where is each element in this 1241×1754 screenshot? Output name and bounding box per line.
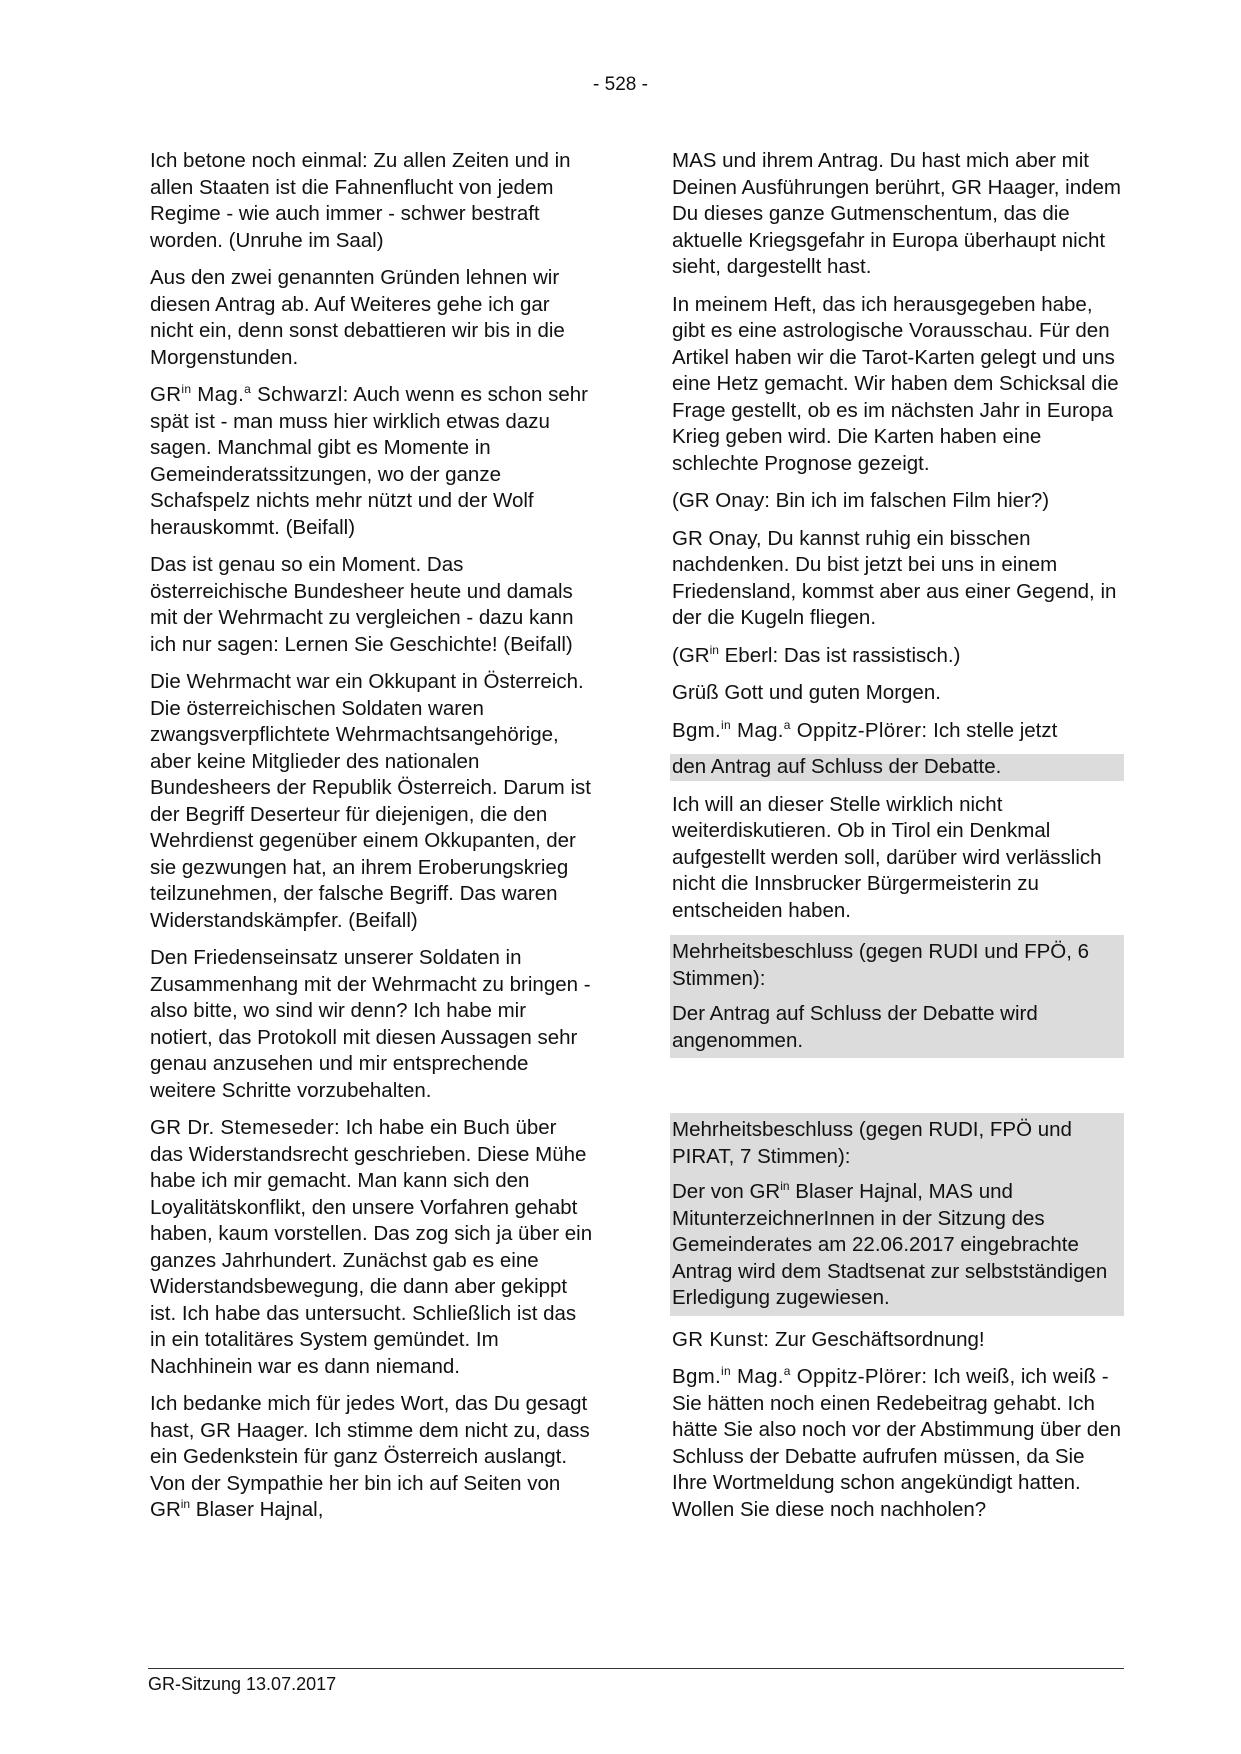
speaker-name: GR Kunst: bbox=[672, 1327, 770, 1351]
paragraph-speech: GR Dr. Stemeseder: Ich habe ein Buch über das Widerstandsrecht geschrieben. Diese Mühe habe ich mir gemacht. Man kann sich den Loyalitätskonflikt, den unsere Vorfahren gehabt haben, kaum vorstellen. Das zog sich ja über ein ganzes Jahrhundert. Zunächst gab es eine Widerstandsbewegung, die dann aber gekippt ist. Ich habe das untersucht. Schließlich ist das in ein totalitäres System gemündet. Im Nachhinein war es dann niemand. bbox=[150, 1116, 593, 1378]
paragraph: Ich betone noch einmal: Zu allen Zeiten und in allen Staaten ist die Fahnenflucht von jedem Regime - wie auch immer - schwer bestraft worden. (Unruhe im Saal) bbox=[150, 149, 571, 252]
decision-block bbox=[670, 935, 1124, 1058]
decision-block bbox=[670, 1113, 1124, 1316]
left-column bbox=[148, 148, 596, 1535]
motion-highlight: den Antrag auf Schluss der Debatte. bbox=[670, 754, 1124, 781]
paragraph: Aus den zwei genannten Gründen lehnen wir diesen Antrag ab. Auf Weiteres gehe ich gar nicht ein, denn sonst debattieren wir bis in die Morgenstunden. bbox=[150, 266, 565, 369]
decision-text: Der Antrag auf Schluss der Debatte wird angenommen. bbox=[672, 1002, 1038, 1052]
speaker-name: $GR^{in}$ Mag.$^a$ Schwarzl: bbox=[150, 382, 349, 406]
speaker-name: Bgm.$^{in}$ Mag.$^a$ Oppitz-Plörer: bbox=[672, 717, 928, 742]
spacer bbox=[670, 1069, 1124, 1113]
paragraph: MAS und ihrem Antrag. Du hast mich aber mit Deinen Ausführungen berührt, GR Haager, indem Du dieses ganze Gutmenschentum, das die aktuelle Kriegsgefahr in Europa überhaupt nicht sieht, dargestellt hast. bbox=[672, 149, 1121, 278]
paragraph-speech: Bgm.$^{in}$ Mag.$^a$ Oppitz-Plörer: Ich weiß, ich weiß - Sie hätten noch einen Redebeitrag gehabt. Ich hätte Sie also noch vor der Abstimmung über den Schluss der Debatte aufrufen müssen, da Sie Ihre Wortmeldung schon angekündigt hatten. Wollen Sie diese noch nachholen? bbox=[672, 1364, 1121, 1521]
paragraph: Die Wehrmacht war ein Okkupant in Österreich. Die österreichischen Soldaten waren zwangsverpflichtete Wehrmachtsangehörige, aber keine Mitglieder des nationalen Bundesheers der Republik Österreich. Darum ist der Begriff Deserteur für diejenigen, die den Wehrdienst gegenüber einem Okkupanten, der sie gezwungen hat, an ihrem Eroberungskrieg teilzunehmen, der falsche Begriff. Das waren Widerstandskämpfer. (Beifall) bbox=[150, 670, 591, 932]
page-number: - 528 - bbox=[593, 74, 648, 95]
paragraph: Ich will an dieser Stelle wirklich nicht weiterdiskutieren. Ob in Tirol ein Denkmal aufgestellt werden soll, darüber wird verlässlich nicht die Innsbrucker Bürgermeisterin zu entscheiden haben. bbox=[672, 792, 1102, 922]
decision-title: Mehrheitsbeschluss (gegen RUDI, FPÖ und PIRAT, 7 Stimmen): bbox=[672, 1118, 1072, 1168]
speaker-name: GR Dr. Stemeseder: bbox=[150, 1116, 340, 1139]
footer-text: GR-Sitzung 13.07.2017 bbox=[148, 1674, 337, 1694]
speaker-name: Bgm.$^{in}$ Mag.$^a$ Oppitz-Plörer: bbox=[672, 1364, 928, 1388]
interjection: (GR Onay: Bin ich im falschen Film hier?) bbox=[672, 489, 1050, 512]
paragraph-speech: $GR^{in}$ Mag.$^a$ Schwarzl: Auch wenn es schon sehr spät ist - man muss hier wirklich etwas dazu sagen. Manchmal gibt es Momente in Gemeinderatssitzungen, wo der ganze Schafspelz nichts mehr nützt und der Wolf herauskommt. (Beifall) bbox=[150, 382, 588, 539]
paragraph-speech: GR Kunst: Zur Geschäftsordnung! bbox=[672, 1327, 985, 1351]
paragraph-speech: Bgm.$^{in}$ Mag.$^a$ Oppitz-Plörer: Ich stelle jetzt bbox=[672, 717, 1058, 742]
interjection: ($GR^{in}$ Eberl: Das ist rassistisch.) bbox=[672, 642, 961, 667]
paragraph: Den Friedenseinsatz unserer Soldaten in Zusammenhang mit der Wehrmacht zu bringen - also bitte, wo sind wir denn? Ich habe mir notiert, das Protokoll mit diesen Aussagen sehr genau anzusehen und mir entsprechende weitere Schritte vorzubehalten. bbox=[150, 946, 591, 1102]
decision-title: Mehrheitsbeschluss (gegen RUDI und FPÖ, 6 Stimmen): bbox=[672, 940, 1090, 990]
decision-text: Der von $GR^{in}$ Blaser Hajnal, MAS und MitunterzeichnerInnen in der Sitzung des Gemeinderates am 22.06.2017 eingebrachte Antrag wird dem Stadtsenat zur selbstständigen Erledigung zugewiesen. bbox=[672, 1179, 1108, 1309]
footer-divider bbox=[148, 1668, 1124, 1669]
paragraph: Ich bedanke mich für jedes Wort, das Du gesagt hast, GR Haager. Ich stimme dem nicht zu, dass ein Gedenkstein für ganz Österreich auslangt. Von der Sympathie her bin ich auf Seiten von $GR^{in}$ Blaser Hajnal, bbox=[150, 1392, 590, 1521]
paragraph: Das ist genau so ein Moment. Das österreichische Bundesheer heute und damals mit der Wehrmacht zu vergleichen - dazu kann ich nur sagen: Lernen Sie Geschichte! (Beifall) bbox=[150, 553, 574, 656]
paragraph: In meinem Heft, das ich herausgegeben habe, gibt es eine astrologische Vorausschau. Für den Artikel haben wir die Tarot-Karten gelegt und uns eine Hetz gemacht. Wir haben dem Schicksal die Frage gestellt, ob es im nächsten Jahr in Europa Krieg geben wird. Die Karten haben eine schlechte Prognose gezeigt. bbox=[672, 292, 1119, 475]
paragraph: GR Onay, Du kannst ruhig ein bisschen nachdenken. Du bist jetzt bei uns in einem Friedensland, kommst aber aus einer Gegend, in der die Kugeln fliegen. bbox=[672, 526, 1117, 629]
right-column bbox=[670, 148, 1124, 1534]
paragraph: Grüß Gott und guten Morgen. bbox=[672, 681, 941, 704]
